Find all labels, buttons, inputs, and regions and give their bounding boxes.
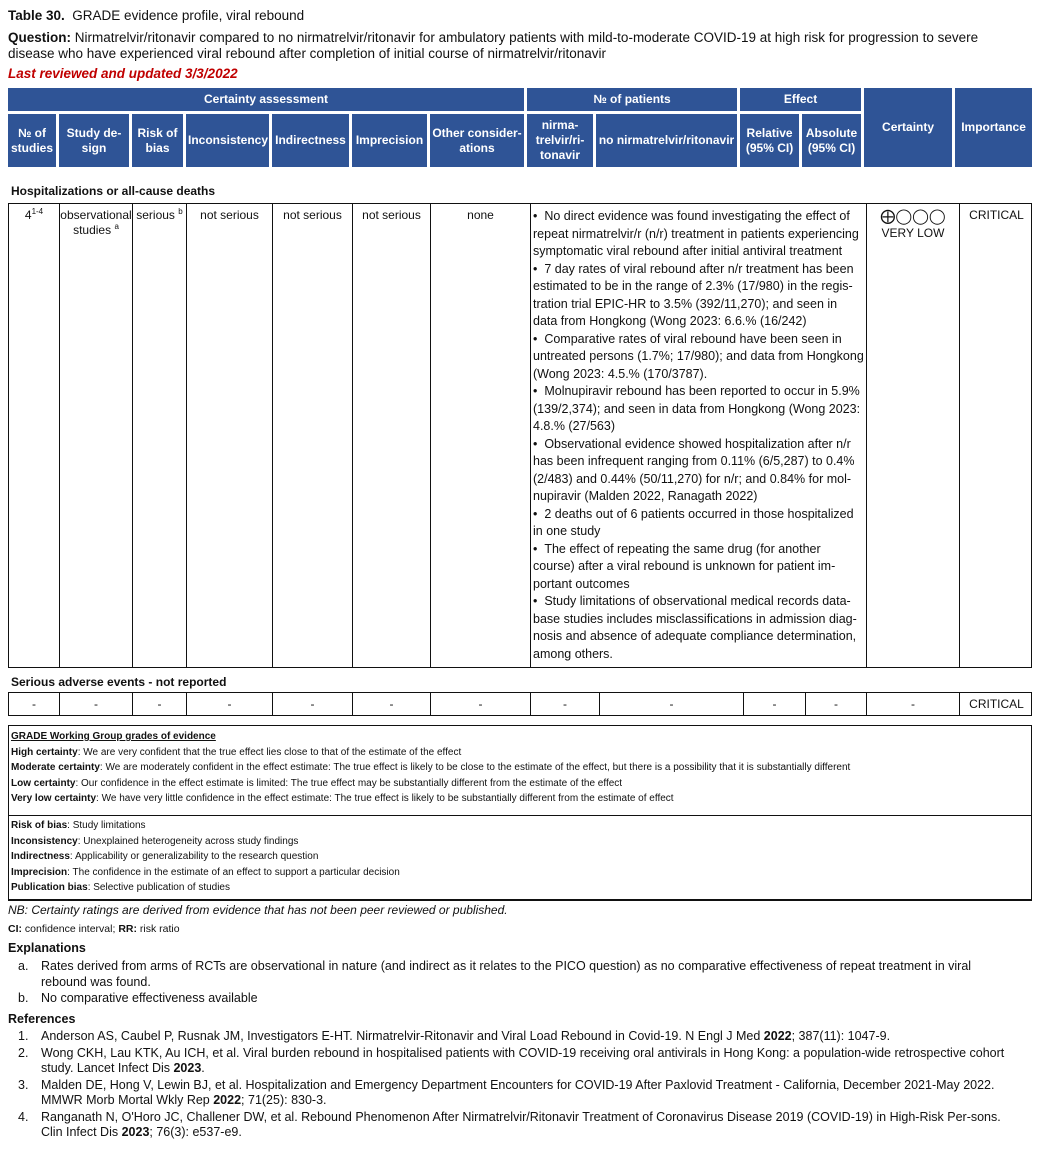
group-header-effect: Effect bbox=[740, 88, 864, 114]
nb-note: NB: Certainty ratings are derived from evidence that has not been peer reviewed or published. bbox=[8, 903, 508, 917]
cell-other: none bbox=[431, 204, 531, 667]
reference-item: 4. Ranganath N, O'Horo JC, Challener DW, et al. Rebound Phenomenon After Nirmatrelvir/Ritonavir Treatment of Coronavirus Disease 2019 (COVID-19) in High-Risk Per-sons. Clin Infect Dis 2023; 76(3): e537-e9. bbox=[18, 1109, 1001, 1139]
evidence-table-header bbox=[8, 88, 1032, 170]
cell-study-design bbox=[60, 204, 133, 667]
risk-of-bias-value: serious bbox=[136, 208, 175, 222]
table-row-hospitalizations bbox=[8, 203, 1032, 668]
domain-definitions bbox=[11, 818, 400, 896]
col-header-certainty: Certainty bbox=[864, 88, 955, 170]
table-title bbox=[8, 8, 304, 23]
col-header-absolute: Absolute (95% CI) bbox=[802, 114, 864, 170]
grade-legend-box bbox=[8, 725, 1032, 901]
question bbox=[8, 30, 1008, 62]
legend-item: Publication bias: Selective publication of studies bbox=[11, 882, 230, 893]
summary-bullet: • Molnupiravir rebound has been reported to occur in 5.9% (139/2,374); and seen in data from Hongkong (Wong 2023: 4.8.% (27/563) bbox=[533, 383, 864, 436]
summary-bullet: • Study limitations of observational medical records data-base studies includes misclassifications in admission diag-nosis and absence of adequate compliance determination, among others. bbox=[533, 593, 864, 663]
references-list bbox=[8, 1029, 1008, 1142]
legend-item: Imprecision: The confidence in the estimate of an effect to support a particular decision bbox=[11, 866, 400, 878]
cell-dash: - bbox=[9, 693, 60, 715]
grade-definitions bbox=[11, 729, 850, 807]
cell-patients-summary bbox=[531, 204, 867, 667]
legend-divider bbox=[9, 815, 1031, 816]
col-header-imprecision: Imprecision bbox=[352, 114, 430, 170]
col-header-study-design: Study de-sign bbox=[59, 114, 132, 170]
summary-bullet: • The effect of repeating the same drug (for another course) after a viral rebound is unknown for patient im-portant outcomes bbox=[533, 541, 864, 594]
cell-dash: - bbox=[60, 693, 133, 715]
group-header-num-patients: № of patients bbox=[527, 88, 740, 114]
reference-item: 3. Malden DE, Hong V, Lewin BJ, et al. Hospitalization and Emergency Department Encounters for COVID-19 After Paxlovid Treatment - California, December 2021-May 2022. MMWR Morb Mortal Wkly Rep 2022; 71(25): 830-3. bbox=[18, 1077, 995, 1107]
table-title-text: GRADE evidence profile, viral rebound bbox=[72, 8, 305, 23]
reference-item: 1. Anderson AS, Caubel P, Rusnak JM, Investigators E-HT. Nirmatrelvir-Ritonavir and Viral Load Rebound in Covid-19. N Engl J Med 2022; 387(11): 1047-9. bbox=[18, 1029, 891, 1043]
cell-dash: - bbox=[133, 693, 187, 715]
summary-bullet: • No direct evidence was found investigating the effect of repeat nirmatrelvir/r (n/r) treatment in patients experiencing symptomatic viral rebound after initial antiviral treatment bbox=[533, 208, 864, 261]
cell-num-studies bbox=[9, 204, 60, 667]
cell-dash: - bbox=[600, 693, 744, 715]
certainty-label: VERY LOW bbox=[881, 226, 945, 240]
certainty-rating-icon: ⨁◯◯◯ bbox=[880, 208, 946, 225]
legend-item: Very low certainty: We have very little confidence in the effect estimate: The true effect is likely to be substantially different from the estimate of effect bbox=[11, 793, 674, 804]
question-label: Question: bbox=[8, 30, 71, 45]
summary-bullet: • 2 deaths out of 6 patients occurred in those hospitalized in one study bbox=[533, 506, 864, 541]
num-studies-value: 4 bbox=[24, 208, 32, 222]
abbreviations: CI: confidence interval; RR: risk ratio bbox=[8, 923, 180, 935]
question-text: Nirmatrelvir/ritonavir compared to no nirmatrelvir/ritonavir for ambulatory patients with mild-to-moderate COVID-19 at high risk for progression to severe disease who have experienced viral rebound after completion of initial course of nirmatrelvir/ritonavir bbox=[8, 30, 979, 61]
summary-bullet: • Observational evidence showed hospitalization after n/r has been infrequent ranging from 0.11% (6/5,287) to 0.4% (2/483) and 0.44% (50/11,270) for n/r; and 0.84% for mol-nupiravir (Malden 2022, Ranagath 2022) bbox=[533, 436, 864, 506]
col-header-relative: Relative (95% CI) bbox=[740, 114, 802, 170]
footnote-superscript: a bbox=[114, 222, 119, 231]
study-design-value: observational studies bbox=[60, 208, 132, 237]
cell-indirectness: not serious bbox=[273, 204, 353, 667]
col-header-risk-of-bias: Risk of bias bbox=[132, 114, 186, 170]
legend-item: Indirectness: Applicability or generalizability to the research question bbox=[11, 851, 319, 862]
last-updated: Last reviewed and updated 3/3/2022 bbox=[8, 66, 238, 81]
col-header-inconsistency: Inconsistency bbox=[186, 114, 272, 170]
cell-dash: - bbox=[187, 693, 273, 715]
col-header-no-nr: no nirmatrelvir/ritonavir bbox=[596, 114, 740, 170]
explanation-item: a. Rates derived from arms of RCTs are observational in nature (and indirect as it relates to the PICO question) as no comparative effectiveness of repeat treatment in viral rebound was found. bbox=[18, 959, 972, 989]
group-header-certainty-assessment: Certainty assessment bbox=[8, 88, 527, 114]
legend-item: Inconsistency: Unexplained heterogeneity across study findings bbox=[11, 835, 299, 847]
cell-inconsistency: not serious bbox=[187, 204, 273, 667]
cell-dash: - bbox=[273, 693, 353, 715]
col-header-other: Other consider-ations bbox=[430, 114, 527, 170]
table-row-serious-adverse-events bbox=[8, 692, 1032, 716]
cell-certainty bbox=[867, 204, 960, 667]
legend-item: Risk of bias: Study limitations bbox=[11, 820, 146, 831]
col-header-importance: Importance bbox=[955, 88, 1032, 170]
cell-dash: - bbox=[744, 693, 806, 715]
summary-bullet: • Comparative rates of viral rebound have been seen in untreated persons (1.7%; 17/980); and data from Hongkong (Wong 2023: 4.5.% (170/3787). bbox=[533, 331, 864, 384]
legend-item: High certainty: We are very confident that the true effect lies close to that of the estimate of the effect bbox=[11, 746, 462, 758]
reference-item: 2. Wong CKH, Lau KTK, Au ICH, et al. Viral burden rebound in hospitalised patients with COVID-19 receiving oral antivirals in Hong Kong: a population-wide retrospective cohort study. Lancet Infect Dis 2023. bbox=[18, 1045, 1005, 1075]
cell-risk-of-bias bbox=[133, 204, 187, 667]
outcome-title-hospitalizations: Hospitalizations or all-cause deaths bbox=[11, 184, 216, 198]
footnote-superscript: b bbox=[178, 207, 183, 216]
legend-item: Low certainty: Our confidence in the effect estimate is limited: The true effect may be substantially different from the estimate of the effect bbox=[11, 777, 623, 789]
cell-dash: - bbox=[431, 693, 531, 715]
references-heading: References bbox=[8, 1012, 76, 1026]
cell-importance: CRITICAL bbox=[969, 697, 1024, 711]
legend-item: Moderate certainty: We are moderately confident in the effect estimate: The true effect is likely to be close to the estimate of the effect, but there is a possibility that it is substantially different bbox=[11, 762, 851, 773]
cell-dash: - bbox=[867, 693, 960, 715]
ref-superscript: 1-4 bbox=[31, 207, 44, 216]
summary-bullet: • 7 day rates of viral rebound after n/r treatment has been estimated to be in the range of 2.3% (17/980) in the regis-tration trial EPIC-HR to 3.5% (392/11,270); and seen in data from Hongkong (Wong 2023: 6.6.% (16/242) bbox=[533, 261, 864, 331]
table-label: Table 30. bbox=[8, 8, 65, 23]
cell-importance: CRITICAL bbox=[969, 208, 1024, 222]
legend-heading: GRADE Working Group grades of evidence bbox=[11, 731, 216, 742]
explanations-list bbox=[8, 959, 1008, 1008]
outcome-title-serious-adverse-events: Serious adverse events - not reported bbox=[11, 675, 227, 689]
cell-dash: - bbox=[531, 693, 600, 715]
col-header-num-studies: № of studies bbox=[8, 114, 59, 170]
col-header-indirectness: Indirectness bbox=[272, 114, 352, 170]
cell-dash: - bbox=[806, 693, 867, 715]
explanations-heading: Explanations bbox=[8, 941, 86, 955]
cell-dash: - bbox=[353, 693, 431, 715]
cell-imprecision: not serious bbox=[353, 204, 431, 667]
col-header-nr: nirma-trelvir/ri-tonavir bbox=[527, 114, 596, 170]
explanation-item: b. No comparative effectiveness available bbox=[18, 991, 258, 1005]
